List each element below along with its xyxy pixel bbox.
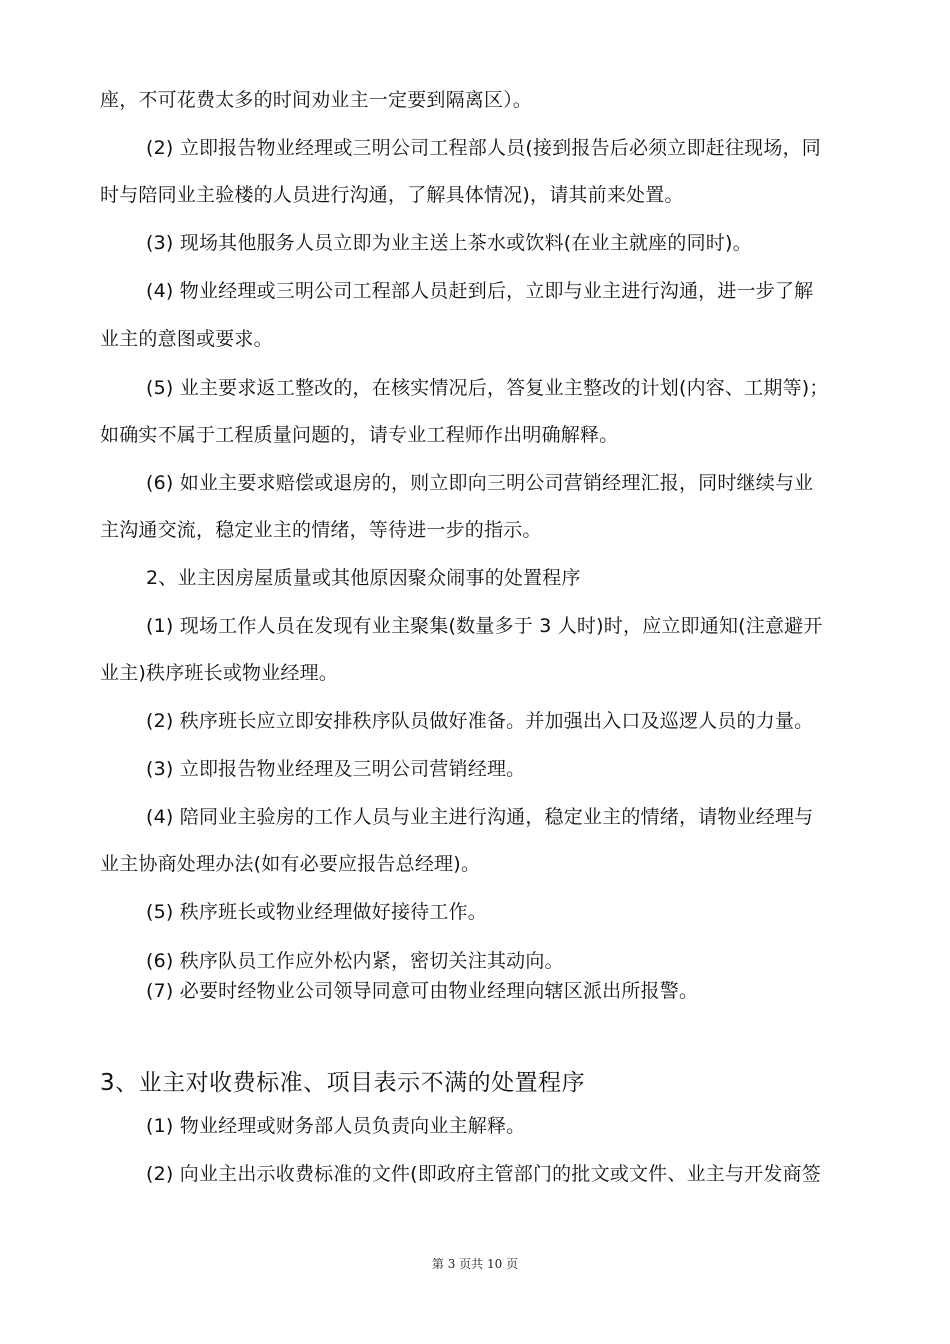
paragraph-line: (1) 物业经理或财务部人员负责向业主解释。 xyxy=(146,1115,526,1137)
paragraph-line: (6) 秩序队员工作应外松内紧，密切关注其动向。 xyxy=(146,950,564,972)
section-heading-2: 2、业主因房屋质量或其他原因聚众闹事的处置程序 xyxy=(146,567,581,589)
paragraph-line: (7) 必要时经物业公司领导同意可由物业经理向辖区派出所报警。 xyxy=(146,980,699,1002)
paragraph-line: 如确实不属于工程质量问题的，请专业工程师作出明确解释。 xyxy=(100,424,619,446)
paragraph-line: (5) 业主要求返工整改的，在核实情况后，答复业主整改的计划(内容、工期等)； xyxy=(146,377,829,399)
paragraph-line: (6) 如业主要求赔偿或退房的，则立即向三明公司营销经理汇报，同时继续与业 xyxy=(146,472,814,494)
paragraph-line: 业主的意图或要求。 xyxy=(100,328,273,350)
paragraph-line: 时与陪同业主验楼的人员进行沟通，了解具体情况)，请其前来处置。 xyxy=(100,184,684,206)
paragraph-line: (5) 秩序班长或物业经理做好接待工作。 xyxy=(146,901,487,923)
section-heading-3: 3、业主对收费标准、项目表示不满的处置程序 xyxy=(100,1070,586,1096)
paragraph-line: (3) 立即报告物业经理及三明公司营销经理。 xyxy=(146,758,526,780)
paragraph-line: (1) 现场工作人员在发现有业主聚集(数量多于 3 人时)时，应立即通知(注意避开 xyxy=(146,615,823,637)
paragraph-line: 业主)秩序班长或物业经理。 xyxy=(100,662,339,684)
paragraph-line: (2) 秩序班长应立即安排秩序队员做好准备。并加强出入口及巡逻人员的力量。 xyxy=(146,710,814,732)
page-number-footer: 第 3 页共 10 页 xyxy=(431,1257,519,1271)
paragraph-line: (2) 向业主出示收费标准的文件(即政府主管部门的批文或文件、业主与开发商签 xyxy=(146,1163,821,1185)
paragraph-line: 业主协商处理办法(如有必要应报告总经理)。 xyxy=(100,853,481,875)
paragraph-line: (2) 立即报告物业经理或三明公司工程部人员(接到报告后必须立即赶往现场，同 xyxy=(146,137,821,159)
paragraph-line: (4) 陪同业主验房的工作人员与业主进行沟通，稳定业主的情绪，请物业经理与 xyxy=(146,806,814,828)
paragraph-line: (4) 物业经理或三明公司工程部人员赶到后，立即与业主进行沟通，进一步了解 xyxy=(146,280,814,302)
paragraph-line: (3) 现场其他服务人员立即为业主送上茶水或饮料(在业主就座的同时)。 xyxy=(146,232,752,254)
paragraph-line: 主沟通交流，稳定业主的情绪，等待进一步的指示。 xyxy=(100,519,542,541)
paragraph-line: 座，不可花费太多的时间劝业主一定要到隔离区）。 xyxy=(100,89,533,111)
